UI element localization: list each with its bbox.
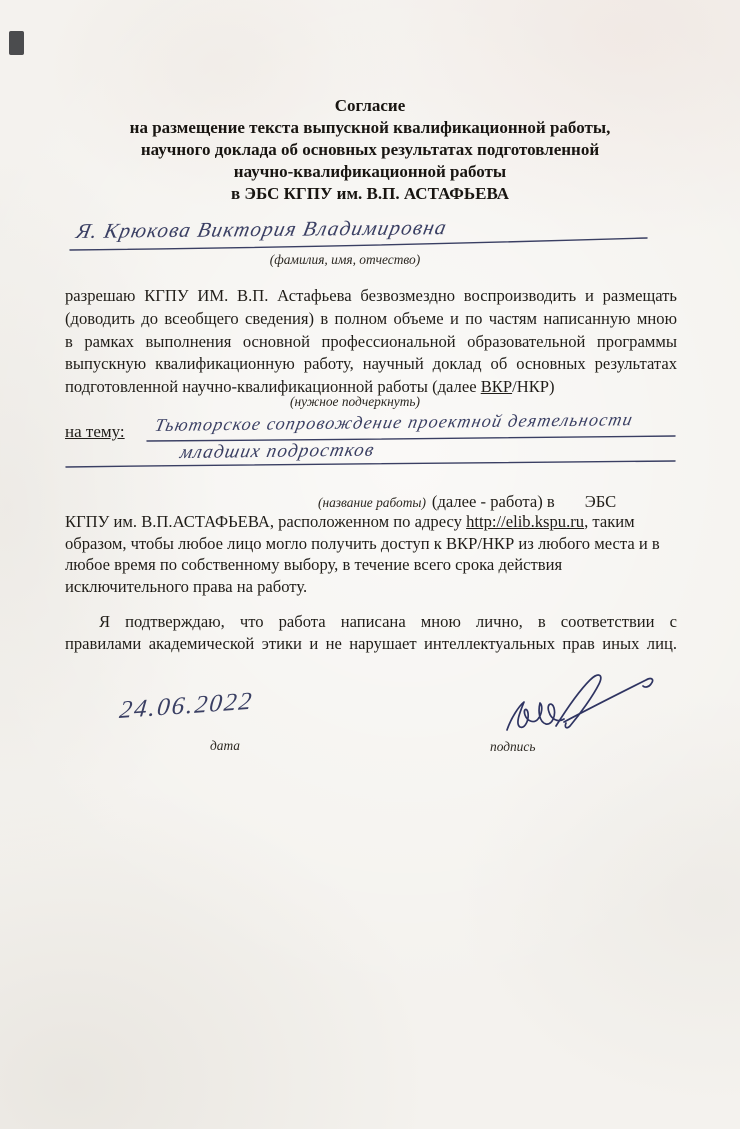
author-name-handwritten: Я. Крюкова Виктория Владимировна <box>74 215 450 244</box>
permission-line: (доводить до всеобщего сведения) в полном объеме и по частям написанную мною <box>65 308 677 328</box>
topic-label: на тему: <box>65 422 125 441</box>
ebs-text: ЭБС <box>584 492 617 511</box>
title-line-4: научно-квалификационной работы <box>233 162 507 181</box>
author-name-caption: (фамилия, имя, отчество) <box>269 252 421 267</box>
permission-line: в рамках выполнения основной профессиональной образовательной программы <box>65 331 677 351</box>
title-line-1: Согласие <box>334 96 406 115</box>
location-paragraph <box>65 511 681 597</box>
location-post: , таким <box>584 512 635 531</box>
title-line-2: на размещение текста выпускной квалификационной работы, <box>129 118 611 137</box>
confirmation-line-1: Я подтверждаю, что работа написана мною лично, в соответствии с <box>99 612 677 631</box>
permission-line: выпускную квалификационную работу, научный доклад об основных результатах <box>65 354 677 374</box>
elib-url: http://elib.kspu.ru <box>466 512 585 531</box>
signature-loop <box>556 675 601 728</box>
vkr-underlined: ВКР <box>480 377 513 397</box>
date-handwritten: 24.06.2022 <box>118 687 255 725</box>
topic-handwritten-line2: младших подростков <box>178 439 377 464</box>
signature-caption: подпись <box>490 739 536 754</box>
location-line-4: исключительного права на работу. <box>65 576 308 596</box>
document-title <box>40 95 700 205</box>
work-title-caption: (название работы) <box>318 495 426 510</box>
location-line-1 <box>65 511 681 533</box>
location-line-3: любое время по собственному выбору, в течение всего срока действия <box>65 555 563 575</box>
signature-flourish <box>564 679 653 722</box>
scan-corner-artifact <box>9 31 24 55</box>
location-pre: КГПУ им. В.П.АСТАФЬЕВА, расположенном по адресу <box>65 512 467 531</box>
permission-last-pre: подготовленной научно-квалификационной работы (далее <box>65 377 481 397</box>
underline-needed-caption: (нужное подчеркнуть) <box>290 394 420 409</box>
permission-last-post: /НКР) <box>512 377 555 397</box>
permission-paragraph <box>65 285 677 399</box>
confirmation-paragraph <box>65 611 677 656</box>
topic-handwritten-line1: Тьюторское сопровождение проектной деятельности <box>153 409 636 436</box>
permission-line: разрешаю КГПУ ИМ. В.П. Астафьева безвозмездно воспроизводить и размещать <box>65 286 677 305</box>
work-dalee-text: (далее - работа) в <box>431 492 555 511</box>
title-line-5: в ЭБС КГПУ им. В.П. АСТАФЬЕВА <box>230 184 510 203</box>
confirmation-line-2: правилами академической этики и не нарушает интеллектуальных прав иных лиц. <box>65 634 677 654</box>
signature-strokes <box>507 675 653 730</box>
topic-underline-2 <box>66 461 675 467</box>
signature-letters <box>507 702 564 730</box>
topic-underline-1 <box>147 436 675 441</box>
title-line-3: научного доклада об основных результатах подготовленной <box>140 140 600 159</box>
date-caption: дата <box>210 738 240 753</box>
location-line-2: образом, чтобы любое лицо могло получить доступ к ВКР/НКР из любого места и в <box>65 533 660 553</box>
